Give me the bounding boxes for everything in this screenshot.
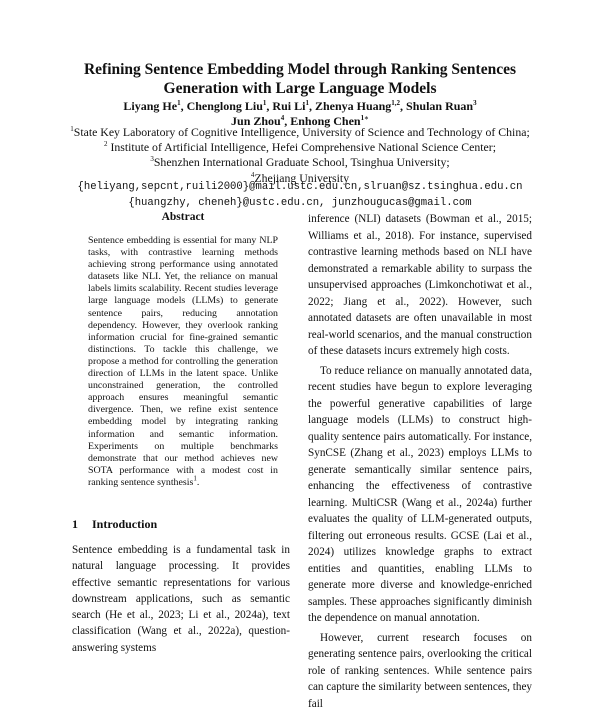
- affiliation-text: Zhejiang University: [254, 170, 350, 185]
- affiliation-text: State Key Laboratory of Cognitive Intelligence, University of Science and Technology of China;: [73, 125, 530, 139]
- email-line-2: {huangzhy, cheneh}@ustc.edu.cn, junzhougucas@gmail.com: [128, 196, 472, 209]
- affiliation-line: [30, 155, 570, 170]
- affiliation-text: Shenzhen International Graduate School, Tsinghua University;: [153, 155, 450, 170]
- author-affil-mark: 4: [280, 114, 285, 122]
- affiliation-line: [30, 140, 570, 155]
- abstract-heading: Abstract: [161, 211, 205, 223]
- title-line-1: Refining Sentence Embedding Model through Ranking Sentences: [83, 61, 517, 78]
- email-block: [30, 180, 570, 211]
- author-affil-mark: 1: [177, 99, 181, 107]
- author-name: Chenglong Liu: [186, 99, 263, 113]
- affiliation-mark: 2: [103, 140, 108, 149]
- author-affil-mark: 1: [305, 99, 309, 107]
- body-paragraph: However, current research focuses on generating sentence pairs, overlooking the critical role of ranking sentences. While sentence pairs can capture the similarity between sentences, they fail: [308, 631, 532, 710]
- body-paragraph: inference (NLI) datasets (Bowman et al., 2015; Williams et al., 2018). For instance, supervised contrastive learning methods based on NLI have demonstrated a remarkable ability to surpass the unsupervised approaches (Limkonchotiwat et al., 2022; Jiang et al., 2022). However, such annotated datasets are often unavailable in most real-world scenarios, and the manual construction of these datasets incurs extremely high costs.: [308, 213, 532, 357]
- affiliation-mark: 3: [150, 155, 154, 164]
- email-line-1: {heliyang,sepcnt,ruili2000}@mail.ustc.edu.cn,slruan@sz.tsinghua.edu.cn: [77, 181, 523, 193]
- abstract-text: Sentence embedding is essential for many NLP tasks, with contrastive learning methods achieving strong performance using annotated datasets like NLI. Yet, the reliance on manual labels limits scalability. Recent studies leverage large language models (LLMs) to generate sentence pairs, reducing annotation dependency. However, they overlook ranking information crucial for fine-grained semantic distinctions. To tackle this challenge, we propose a method for controlling the generation direction of LLMs in the latent space. Unlike unconstrained generation, the controlled approach ensures meaningful semantic divergence. Then, we refine exist sentence embedding model by integrating ranking information and semantic information. Experiments on multiple benchmarks demonstrate that our method achieves new SOTA performance with a modest cost in ranking sentence synthesis: [88, 235, 278, 488]
- right-column: [308, 211, 532, 715]
- author-affil-mark: 1∗: [360, 114, 369, 122]
- author-name: Rui Li: [272, 99, 306, 113]
- body-paragraph: To reduce reliance on manually annotated data, recent studies have begun to explore leveraging the powerful generative capabilities of large language models (LLMs) to construct high-quality sentence pairs automatically. For instance, SynCSE (Zhang et al., 2023) employs LLMs to generate semantically similar sentence pairs, enhancing the effectiveness of contrastive learning. MultiCSR (Wang et al., 2024a) further evaluates the quality of LLM-generated outputs, filtering out erroneous results. GCSE (Lai et al., 2024) utilizes knowledge graphs to extract entities and quantities, enabling LLMs to generate more diverse and knowledge-enriched samples. These approaches significantly diminish the dependence on manual annotation.: [308, 364, 532, 624]
- title-line-2: Generation with Large Language Models: [163, 80, 437, 97]
- affiliation-line: [30, 125, 570, 140]
- author-line-1: Liyang He$^1$, Chenglong Liu$^1$, Rui Li$^1$, Zhenya Huang$^{1,2}$, Shulan Ruan$^3$: [123, 99, 477, 113]
- affiliation-mark: 1: [70, 125, 74, 134]
- author-affil-mark: 1,2: [391, 99, 401, 107]
- affiliation-text: Institute of Artificial Intelligence, Hefei Comprehensive National Science Center;: [110, 140, 496, 155]
- author-affil-mark: 1: [262, 99, 267, 107]
- author-name: Zhenya Huang: [314, 99, 392, 113]
- introduction-paragraph: Sentence embedding is a fundamental task in natural language processing. It provides effective semantic representations for various downstream applications, such as semantic search (He et al., 2023; Li et al., 2024a), text classification (Wang et al., 2022a), question-answering systems: [72, 544, 290, 654]
- author-name: Shulan Ruan: [406, 99, 474, 113]
- section-number: 1: [72, 517, 78, 531]
- abstract-footnote-mark: 1: [193, 474, 197, 483]
- author-line-2: Jun Zhou$^4$, Enhong Chen$^{1∗}$: [231, 114, 369, 128]
- author-name: Liyang He: [123, 99, 178, 113]
- abstract-end: .: [196, 476, 200, 488]
- author-name: Enhong Chen: [290, 114, 361, 128]
- author-affil-mark: 3: [473, 99, 477, 107]
- abstract-body: [88, 235, 278, 489]
- affiliations: [30, 125, 570, 186]
- paper-title: [40, 60, 560, 98]
- author-name: Jun Zhou: [231, 114, 281, 128]
- section-heading-introduction: [72, 517, 292, 532]
- section-title: Introduction: [92, 517, 158, 531]
- affiliation-mark: 4: [250, 170, 255, 179]
